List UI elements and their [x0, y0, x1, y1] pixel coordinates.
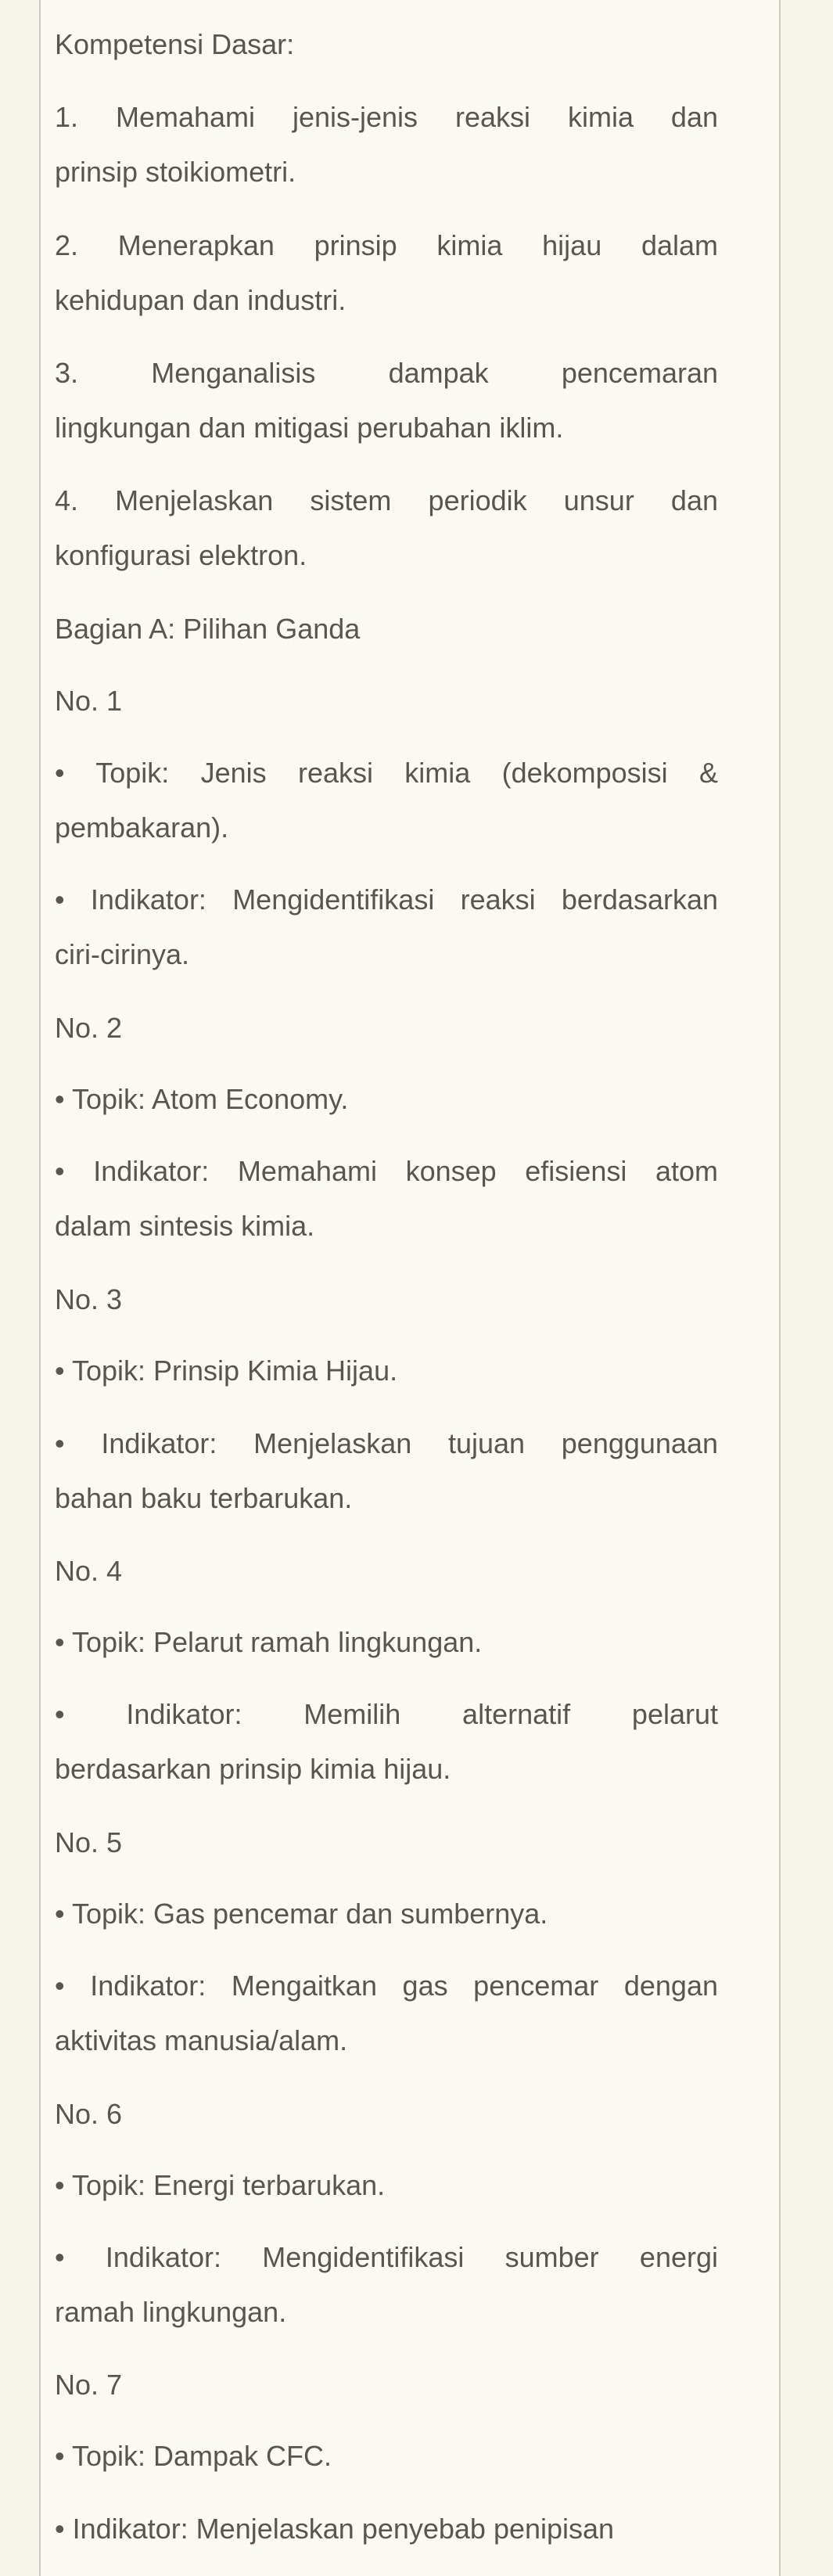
- kd-item-2-line2: kehidupan dan industri.: [55, 284, 346, 316]
- question-1-indikator-line1: • Indikator: Mengidentifikasi reaksi berdasarkan: [55, 883, 718, 916]
- kd-item-1-line1: 1. Memahami jenis-jenis reaksi kimia dan: [55, 101, 718, 133]
- question-7-number: No. 7: [55, 2369, 123, 2401]
- question-5-number: No. 5: [55, 1826, 123, 1858]
- question-6-topik-line1: • Topik: Energi terbarukan.: [55, 2169, 386, 2201]
- question-3-indikator-line1: • Indikator: Menjelaskan tujuan penggunaan: [55, 1427, 718, 1459]
- question-4-indikator-line1: • Indikator: Memilih alternatif pelarut: [55, 1698, 718, 1730]
- question-1-indikator-line2: ciri-cirinya.: [55, 938, 190, 970]
- question-4-topik-line1: • Topik: Pelarut ramah lingkungan.: [55, 1626, 483, 1658]
- kd-item-4-line2: konfigurasi elektron.: [55, 539, 307, 571]
- question-2-number: No. 2: [55, 1012, 123, 1044]
- kd-item-1-line2: prinsip stoikiometri.: [55, 156, 296, 188]
- question-3-number: No. 3: [55, 1283, 123, 1315]
- kd-heading: Kompetensi Dasar:: [55, 28, 295, 60]
- question-7-topik-line1: • Topik: Dampak CFC.: [55, 2440, 332, 2472]
- question-6-indikator-line1: • Indikator: Mengidentifikasi sumber energi: [55, 2241, 718, 2273]
- kd-item-4-line1: 4. Menjelaskan sistem periodik unsur dan: [55, 484, 718, 516]
- question-5-topik-line1: • Topik: Gas pencemar dan sumbernya.: [55, 1898, 548, 1930]
- question-6-number: No. 6: [55, 2098, 123, 2130]
- question-5-indikator-line2: aktivitas manusia/alam.: [55, 2024, 348, 2056]
- question-1-topik-line1: • Topik: Jenis reaksi kimia (dekomposisi &: [55, 757, 718, 789]
- question-5-indikator-line1: • Indikator: Mengaitkan gas pencemar dengan: [55, 1970, 718, 2002]
- question-1-topik-line2: pembakaran).: [55, 811, 229, 844]
- question-4-indikator-line2: berdasarkan prinsip kimia hijau.: [55, 1753, 451, 1785]
- question-2-topik-line1: • Topik: Atom Economy.: [55, 1083, 349, 1115]
- question-2-indikator-line2: dalam sintesis kimia.: [55, 1210, 315, 1242]
- question-3-indikator-line2: bahan baku terbarukan.: [55, 1482, 353, 1514]
- question-3-topik-line1: • Topik: Prinsip Kimia Hijau.: [55, 1355, 398, 1387]
- kd-item-2-line1: 2. Menerapkan prinsip kimia hijau dalam: [55, 229, 718, 261]
- question-7-indikator-line1: • Indikator: Menjelaskan penyebab penipisan: [55, 2513, 615, 2545]
- question-6-indikator-line2: ramah lingkungan.: [55, 2296, 287, 2328]
- kd-item-3-line1: 3. Menganalisis dampak pencemaran: [55, 357, 718, 389]
- question-2-indikator-line1: • Indikator: Memahami konsep efisiensi atom: [55, 1155, 718, 1187]
- section-a-heading: Bagian A: Pilihan Ganda: [55, 613, 361, 645]
- kd-item-3-line2: lingkungan dan mitigasi perubahan iklim.: [55, 412, 564, 444]
- question-4-number: No. 4: [55, 1555, 123, 1587]
- question-1-number: No. 1: [55, 685, 123, 717]
